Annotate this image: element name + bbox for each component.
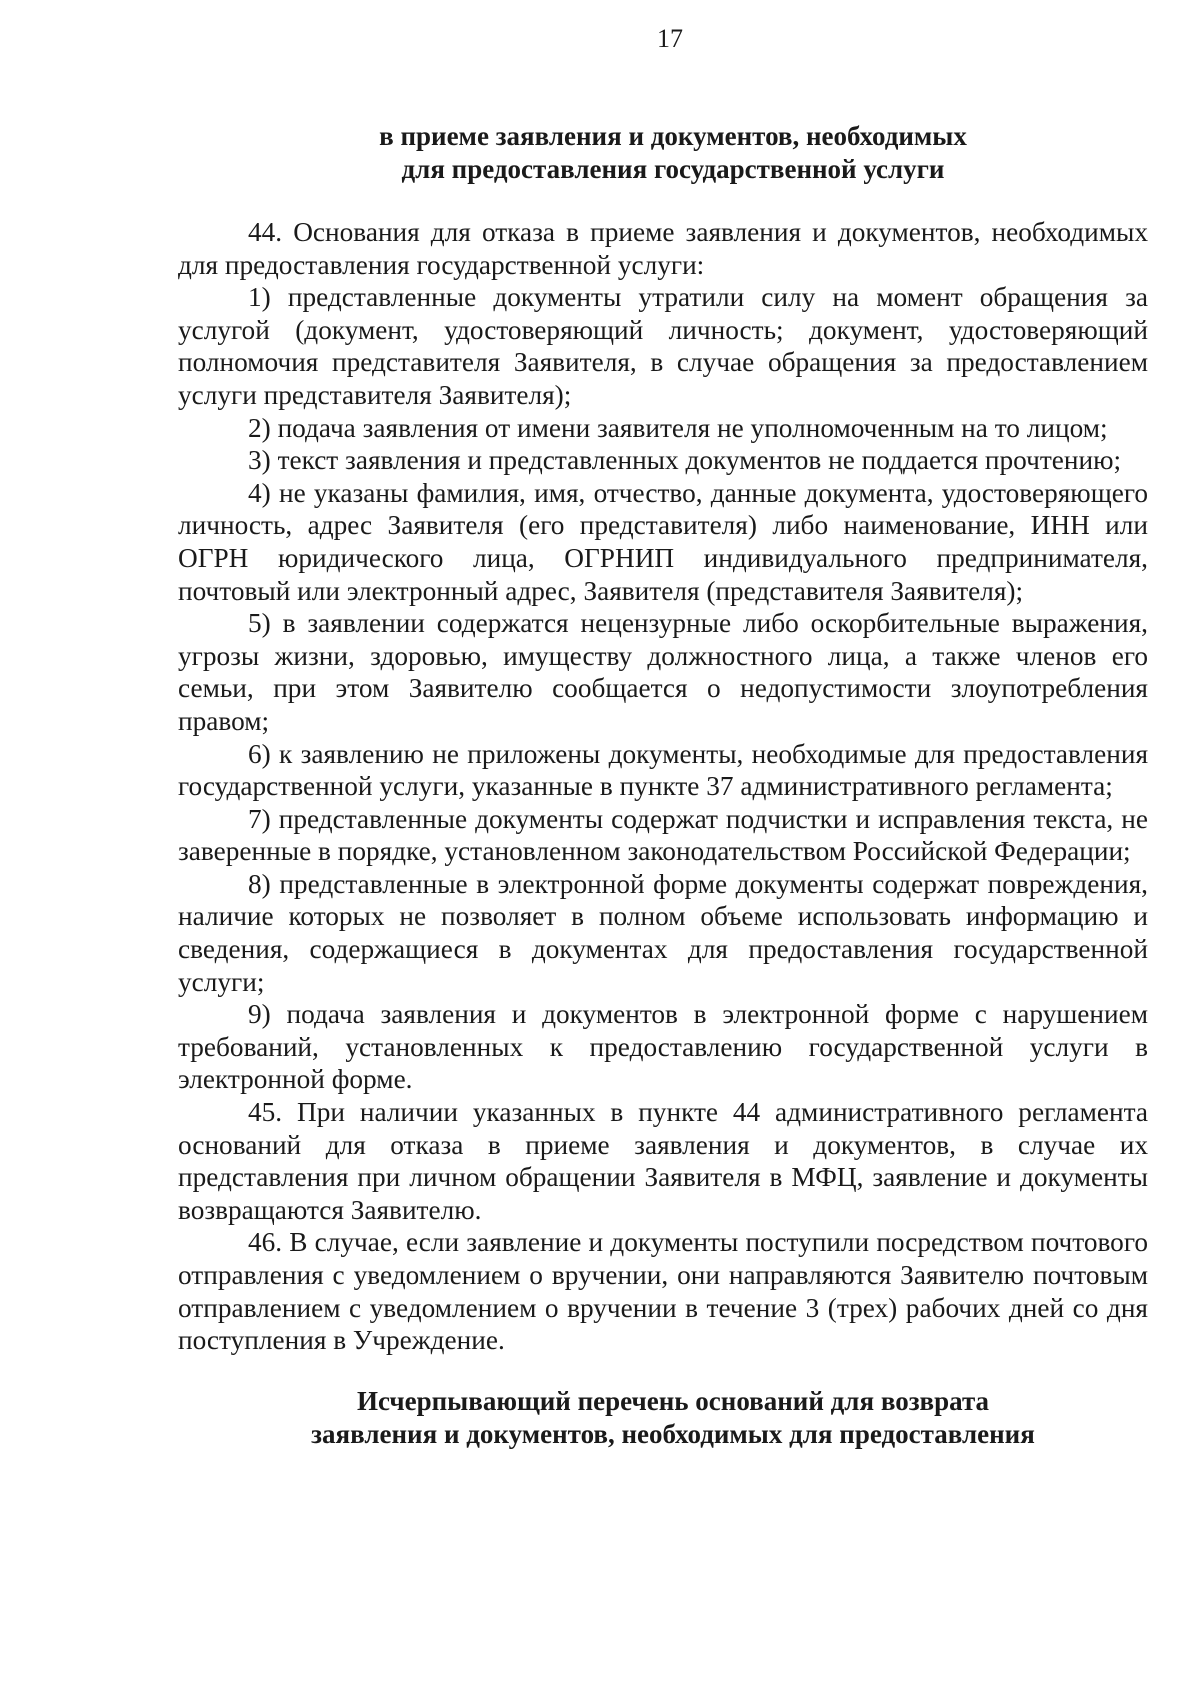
list-item-4: 4) не указаны фамилия, имя, отчество, данные документа, удостоверяющего личность, адрес Заявителя (его представителя) либо наименование, ИНН или ОГРН юридического лица, ОГРНИП индивидуального предпринимателя, почтовый или электронный адрес, Заявителя (представителя Заявителя); — [178, 477, 1148, 606]
paragraph-44: 44. Основания для отказа в приеме заявления и документов, необходимых для предоставления государственной услуги: — [178, 217, 1148, 280]
list-item-3: 3) текст заявления и представленных документов не поддается прочтению; — [248, 445, 1122, 476]
list-item-7: 7) представленные документы содержат подчистки и исправления текста, не заверенные в порядке, установленном законодательством Российской Федерации; — [178, 803, 1148, 867]
list-item-5: 5) в заявлении содержатся нецензурные либо оскорбительные выражения, угрозы жизни, здоровью, имуществу должностного лица, а также членов его семьи, при этом Заявителю сообщается о недопустимости злоупотребления правом; — [178, 608, 1148, 736]
section-heading-bottom — [178, 1385, 1148, 1451]
list-item-1: 1) представленные документы утратили силу на момент обращения за услугой (документ, удостоверяющий личность; документ, удостоверяющий полномочия представителя Заявителя, в случае обращения за предоставлением услуги представителя Заявителя); — [178, 282, 1148, 410]
section-heading-top — [178, 120, 1148, 186]
page-number: 17 — [657, 24, 683, 53]
list-item-8: 8) представленные в электронной форме документы содержат повреждения, наличие которых не позволяет в полном объеме использовать информацию и сведения, содержащиеся в документах для предоставления государственной услуги; — [178, 868, 1148, 997]
paragraph-46: 46. В случае, если заявление и документы поступили посредством почтового отправления с уведомлением о вручении, они направляются Заявителю почтовым отправлением с уведомлением о вручении в течение 3 (трех) рабочих дней со дня поступления в Учреждение. — [178, 1227, 1148, 1356]
heading-line: для предоставления государственной услуги — [401, 154, 945, 184]
paragraph-45: 45. При наличии указанных в пункте 44 административного регламента оснований для отказа в приеме заявления и документов, в случае их представления при личном обращении Заявителя в МФЦ, заявление и документы возвращаются Заявителю. — [178, 1097, 1148, 1225]
heading-line: заявления и документов, необходимых для предоставления — [311, 1418, 1035, 1449]
heading-line: Исчерпывающий перечень оснований для возврата — [356, 1385, 990, 1416]
list-item-2: 2) подача заявления от имени заявителя не уполномоченным на то лицом; — [248, 412, 1108, 443]
heading-line: в приеме заявления и документов, необходимых — [379, 121, 967, 151]
document-body — [178, 120, 1148, 1481]
list-item-6: 6) к заявлению не приложены документы, необходимые для предоставления государственной услуги, указанные в пункте 37 административного регламента; — [178, 738, 1148, 802]
list-item-9: 9) подача заявления и документов в электронной форме с нарушением требований, установленных к предоставлению государственной услуги в электронной форме. — [178, 999, 1148, 1095]
